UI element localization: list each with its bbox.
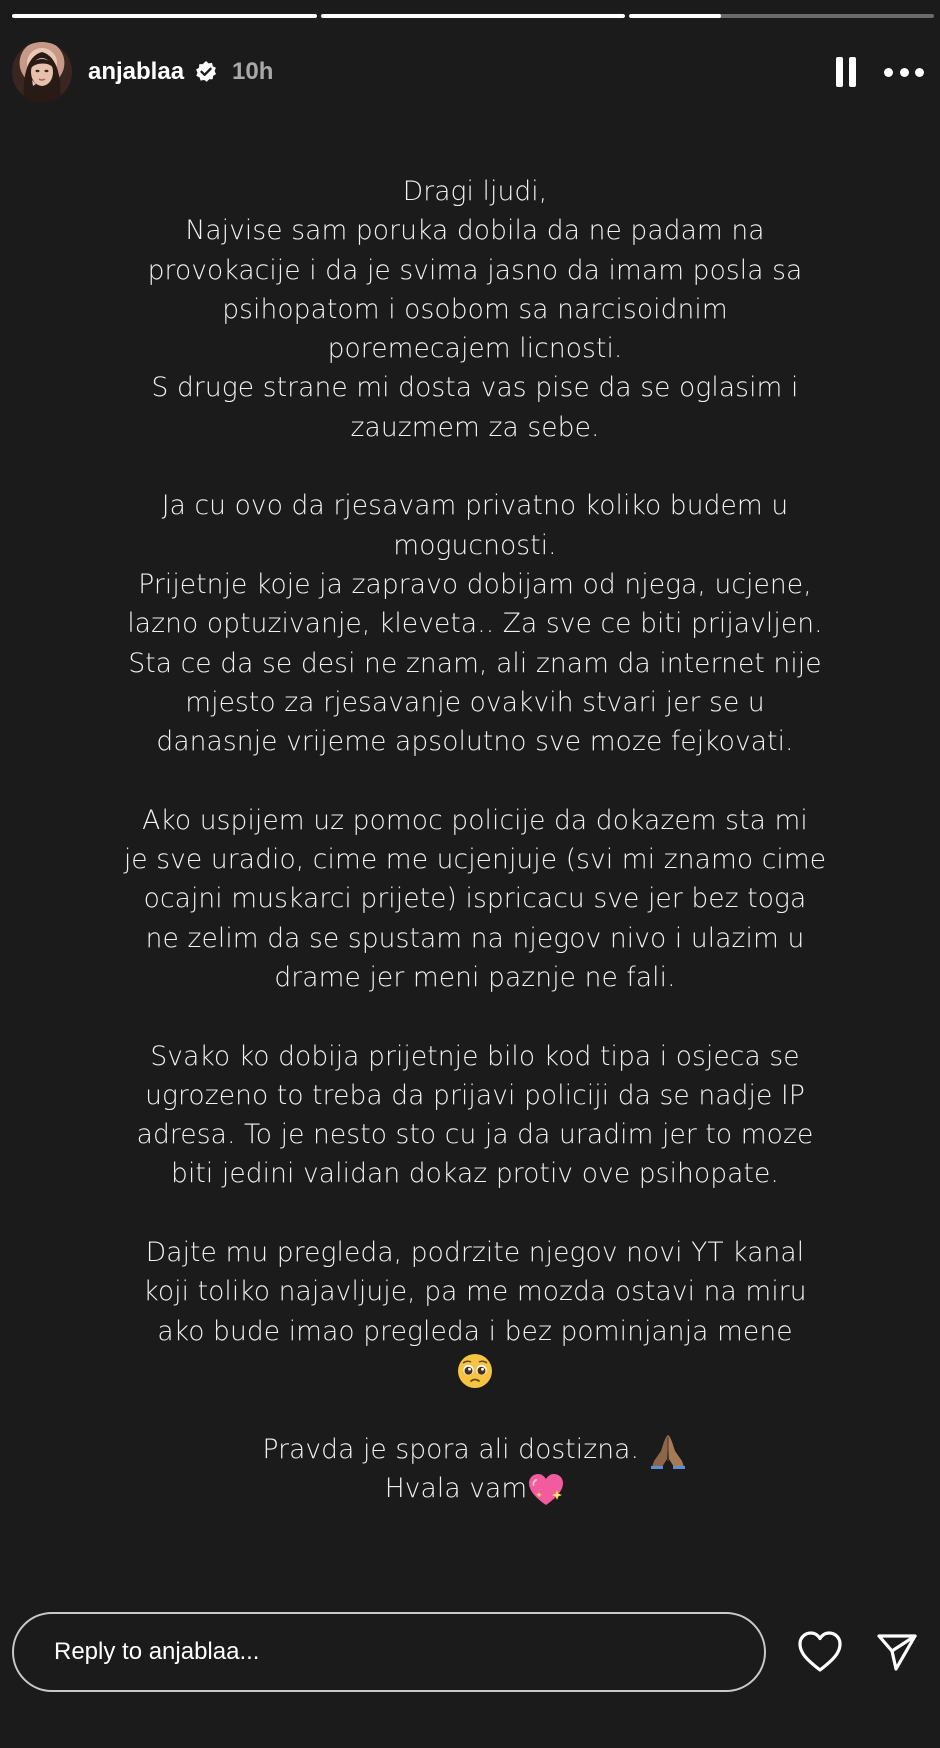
text-line: danasnje vrijeme apsolutno sve moze fejkovati. [156, 726, 794, 758]
text-line: koji toliko najavljuje, pa me mozda ostavi na miru [143, 1276, 807, 1308]
post-time: 10h [232, 58, 274, 85]
closing-text-1: Pravda je spora ali dostizna. [262, 1433, 640, 1465]
text-line: ne zelim da se spustam na njegov nivo i ulazim u [145, 922, 805, 954]
text-line: Prijetnje koje ja zapravo dobijam od njega, ucjene, [138, 568, 812, 600]
send-button[interactable] [876, 1632, 918, 1672]
progress-segment [629, 14, 934, 18]
closing-line-2 [90, 1469, 860, 1508]
heart-icon [797, 1630, 843, 1674]
text-line: biti jedini validan dokaz protiv ove psihopate. [171, 1158, 779, 1190]
reply-input[interactable] [12, 1612, 766, 1692]
like-button[interactable] [797, 1630, 843, 1674]
username[interactable]: anjablaa [88, 58, 185, 85]
sparkling-heart-emoji-icon [527, 1472, 565, 1508]
story-text-lines [90, 172, 860, 1351]
send-icon [876, 1632, 918, 1672]
progress-segment [321, 14, 626, 18]
text-line: psihopatom i osobom sa narcisoidnim [222, 293, 728, 325]
text-line: Svako ko dobija prijetnje bilo kod tipa i osjeca se [150, 1040, 800, 1072]
text-line: Ako uspijem uz pomoc policije da dokazem sta mi [142, 804, 808, 836]
closing-text-2: Hvala vam [384, 1473, 528, 1505]
text-line: Dragi ljudi, [402, 176, 548, 207]
paragraph-gap [90, 997, 860, 1036]
text-line: Dajte mu pregleda, podrzite njegov novi YT kanal [145, 1237, 805, 1269]
paragraph-gap [90, 761, 860, 800]
pleading-face-emoji-icon [456, 1352, 494, 1390]
text-line: je sve uradio, cime me ucjenjuje (svi mi znamo cime [123, 844, 827, 876]
paragraph-gap [90, 447, 860, 486]
emoji-line [90, 1351, 860, 1391]
story-progress-bar [12, 14, 934, 18]
header-controls [836, 57, 928, 87]
paragraph-gap [90, 1194, 860, 1233]
text-line: lazno optuzivanje, kleveta.. Za sve ce biti prijavljen. [127, 608, 823, 640]
text-line: Najvise sam poruka dobila da ne padam na [185, 215, 765, 247]
text-line: mjesto za rjesavanje ovakvih stvari jer se u [185, 686, 765, 718]
text-line: adresa. To je nesto sto cu ja da uradim jer to moze [136, 1119, 814, 1151]
text-line: mogucnosti. [393, 529, 557, 561]
text-line: poremecajem licnosti. [327, 333, 623, 365]
progress-segment [12, 14, 317, 18]
text-line: Ja cu ovo da rjesavam privatno koliko budem u [161, 490, 789, 522]
closing-line-1 [90, 1430, 860, 1470]
text-line: S druge strane mi dosta vas pise da se oglasim i [151, 372, 799, 404]
text-line: ocajni muskarci prijete) ispricacu sve jer bez toga [143, 883, 807, 915]
text-line: ugrozeno to treba da prijavi policiji da se nadje IP [145, 1079, 805, 1111]
text-line: zauzmem za sebe. [350, 411, 600, 443]
reply-placeholder: Reply to anjablaa... [54, 1638, 260, 1665]
story-text [90, 172, 860, 1509]
story-header [12, 42, 928, 102]
text-line: provokacije i da je svima jasno da imam posla sa [147, 254, 803, 286]
folded-hands-emoji-icon [648, 1431, 688, 1469]
verified-badge-icon [194, 60, 218, 84]
text-line: Sta ce da se desi ne znam, ali znam da internet nije [128, 647, 822, 679]
avatar[interactable] [12, 42, 72, 102]
text-line: ako bude imao pregleda i bez pominjanja mene [157, 1315, 793, 1347]
text-line: drame jer meni paznje ne fali. [274, 961, 676, 993]
pause-icon[interactable] [836, 57, 856, 87]
profile-photo-icon [12, 42, 72, 102]
more-options-icon[interactable] [884, 67, 924, 77]
